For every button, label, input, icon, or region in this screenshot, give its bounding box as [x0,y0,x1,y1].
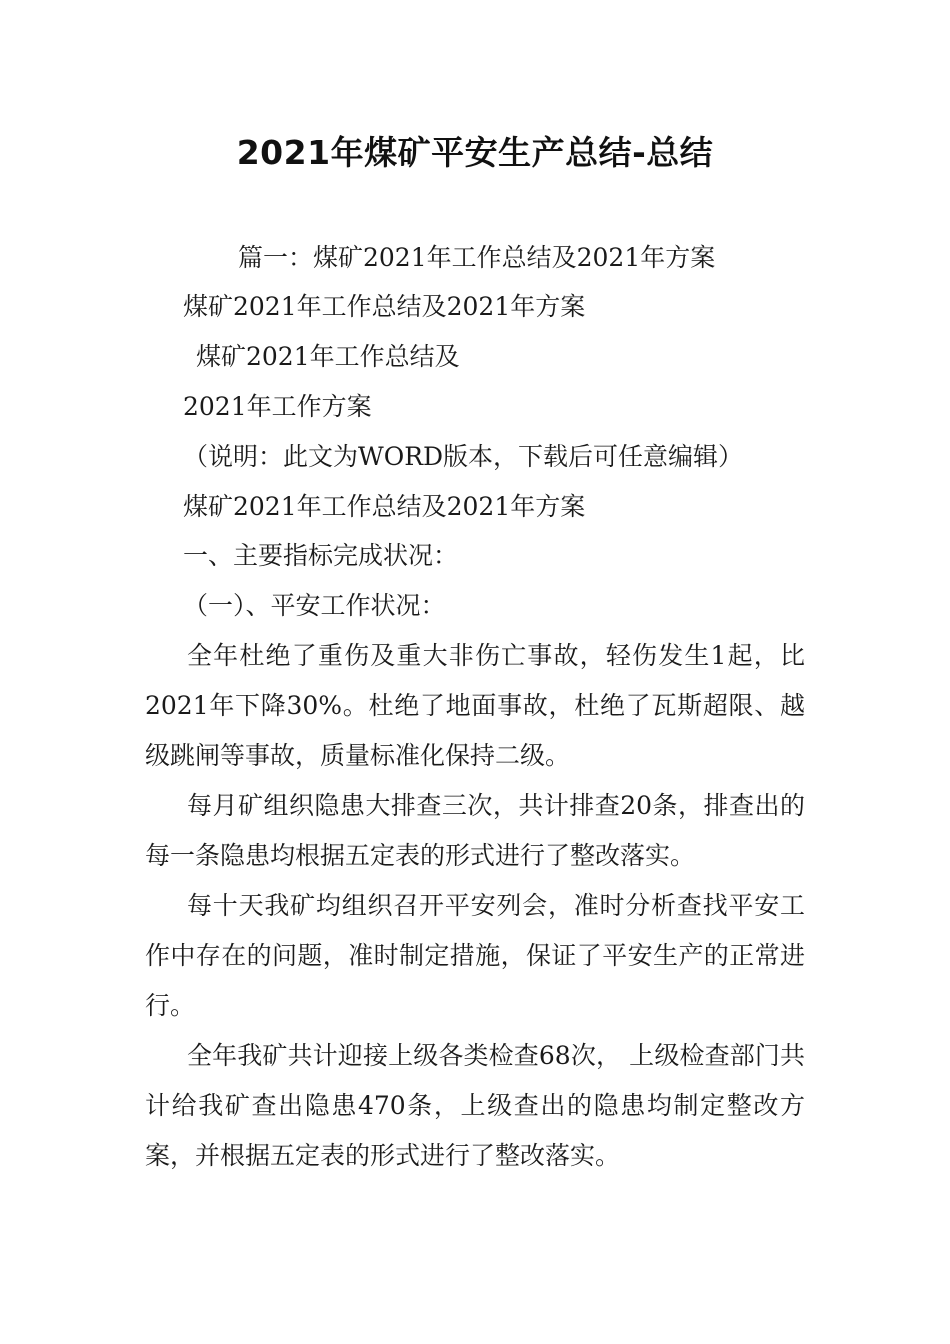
subtitle-line-part-1: 煤矿2021年工作总结及 [196,342,460,371]
paragraph-safety-record: 全年杜绝了重伤及重大非伤亡事故，轻伤发生1起，比2021年下降30%。杜绝了地面事故，杜绝了瓦斯超限、越级跳闸等事故，质量标准化保持二级。 [145,641,805,770]
chapter-heading: 篇一：煤矿2021年工作总结及2021年方案 [238,243,716,272]
subtitle-line-part-2: 2021年工作方案 [183,392,372,421]
note-line: （说明：此文为WORD版本，下载后可任意编辑） [183,442,744,471]
subsection-heading: （一）、平安工作状况： [183,591,446,620]
paragraph-external-inspections: 全年我矿共计迎接上级各类检查68次， 上级检查部门共计给我矿查出隐患470条，上级查出的隐患均制定整改方案，并根据五定表的形式进行了整改落实。 [145,1041,805,1170]
paragraph-safety-meetings: 每十天我矿均组织召开平安列会，准时分析查找平安工作中存在的问题，准时制定措施，保证了平安生产的正常进行。 [145,891,805,1020]
subtitle-line-repeat: 煤矿2021年工作总结及2021年方案 [183,492,586,521]
document-title: 2021年煤矿平安生产总结-总结 [236,133,714,172]
paragraph-hazard-inspection: 每月矿组织隐患大排查三次，共计排查20条，排查出的每一条隐患均根据五定表的形式进行了整改落实。 [145,791,805,870]
section-heading: 一、主要指标完成状况： [183,541,459,570]
subtitle-line: 煤矿2021年工作总结及2021年方案 [183,292,586,321]
